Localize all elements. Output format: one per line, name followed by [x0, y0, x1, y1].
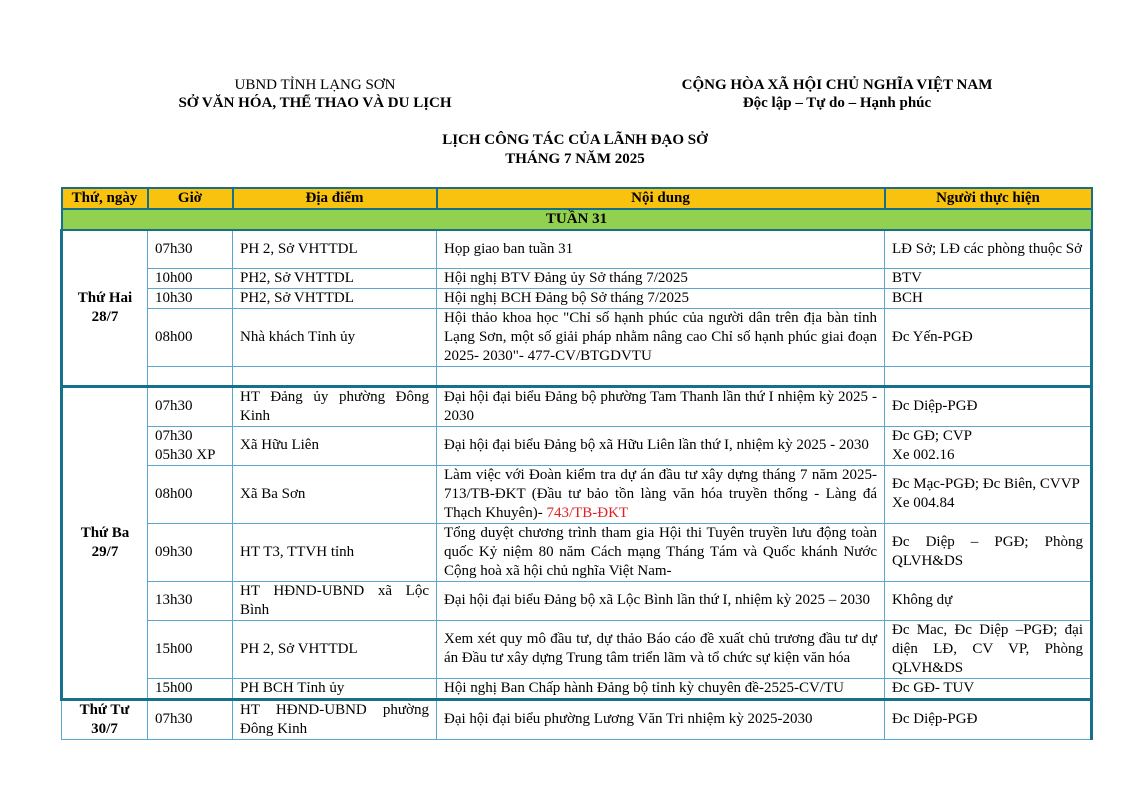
content-text: Đại hội đại biểu Đảng bộ phường Tam Thanh lần thứ I nhiệm kỳ 2025 - 2030 [444, 388, 877, 424]
day-cell [62, 386, 148, 699]
table-header-row [62, 188, 1092, 209]
content-text: Hội thảo khoa học "Chỉ số hạnh phúc của người dân trên địa bàn tỉnh Lạng Sơn, một số giải pháp nhằm nâng cao Chỉ số hạnh phúc giai đoạn 2025- 2030"- 477-CV/BTGDVTU [444, 309, 877, 364]
day-name: Thứ Tư [79, 701, 130, 718]
time-cell [148, 620, 233, 678]
time-cell [148, 268, 233, 288]
table-row [62, 308, 1092, 366]
content-text: Đại hội đại biểu Đảng bộ xã Lộc Bình lần thứ I, nhiệm kỳ 2025 – 2030 [444, 592, 870, 608]
table-row [62, 620, 1092, 678]
person-text: Đc GĐ; CVP [892, 427, 973, 444]
content-text: Đại hội đại biểu phường Lương Văn Tri nhiệm kỳ 2025-2030 [444, 711, 813, 727]
schedule-table [60, 187, 1093, 740]
time-cell [148, 230, 233, 268]
content-text: Làm việc với Đoàn kiểm tra dự án đầu tư xây dựng tháng 7 năm 2025-713/TB-ĐKT (Đầu tư bảo tồn làng văn hóa truyền thống - Làng đá Thạch Khuyên)- [444, 466, 877, 521]
week-row [62, 209, 1092, 230]
time-text: 07h30 [155, 240, 193, 257]
person-cell [885, 581, 1092, 620]
place-cell [233, 366, 437, 386]
place-cell [233, 523, 437, 581]
place-cell [233, 678, 437, 699]
content-cell [437, 268, 885, 288]
place-cell [233, 699, 437, 739]
table-row [62, 230, 1092, 268]
time-cell [148, 366, 233, 386]
time-text: 08h00 [155, 485, 193, 502]
time-cell [148, 581, 233, 620]
content-text: Hội nghị BCH Đảng bộ Sở tháng 7/2025 [444, 289, 690, 306]
person-text: Không dự [892, 592, 953, 608]
time-cell [148, 386, 233, 426]
table-row [62, 581, 1092, 620]
day-name: Thứ Ba [80, 524, 130, 541]
person-cell [885, 620, 1092, 678]
day-cell [62, 699, 148, 739]
person-text: Đc Diệp – PGĐ; Phòng QLVH&DS [892, 534, 1083, 569]
content-cell [437, 308, 885, 366]
person-cell [885, 308, 1092, 366]
place-text: PH2, Sở VHTTDL [240, 269, 354, 286]
col-header-content: Nội dung [437, 188, 885, 209]
week-label: TUẦN 31 [62, 209, 1092, 230]
time-cell [148, 465, 233, 523]
time-cell [148, 678, 233, 699]
day-name: Thứ Hai [77, 289, 133, 306]
table-row [62, 523, 1092, 581]
table-row [62, 268, 1092, 288]
content-cell [437, 386, 885, 426]
table-row [62, 426, 1092, 465]
place-cell [233, 581, 437, 620]
person-cell [885, 268, 1092, 288]
content-text: Hội nghị BTV Đảng ủy Sở tháng 7/2025 [444, 269, 688, 286]
table-row [62, 288, 1092, 308]
person-cell [885, 230, 1092, 268]
place-text: HT T3, TTVH tỉnh [240, 543, 355, 560]
place-text: Xã Hữu Liên [240, 437, 319, 453]
content-cell [437, 465, 885, 523]
table-row [62, 366, 1092, 386]
place-cell [233, 268, 437, 288]
time-text: 15h00 [155, 640, 193, 657]
place-text: PH 2, Sở VHTTDL [240, 640, 358, 657]
issuer-department: SỞ VĂN HÓA, THỂ THAO VÀ DU LỊCH [178, 95, 452, 111]
person-cell [885, 386, 1092, 426]
time-cell [148, 699, 233, 739]
person-text: Đc Diệp-PGĐ [892, 711, 978, 727]
time-cell [148, 523, 233, 581]
national-title: CỘNG HÒA XÃ HỘI CHỦ NGHĨA VIỆT NAM [681, 77, 993, 93]
place-cell [233, 308, 437, 366]
time-text: 10h00 [155, 269, 193, 286]
person-text: Đc Mạc-PGĐ; Đc Biên, CVVP [892, 476, 1080, 492]
time-text: 15h00 [155, 679, 193, 696]
person-text: Đc Yến-PGĐ [892, 328, 973, 345]
content-cell [437, 426, 885, 465]
person-text: BCH [892, 289, 923, 306]
content-cell [437, 678, 885, 699]
person-cell [885, 288, 1092, 308]
content-text: Hội nghị Ban Chấp hành Đảng bộ tỉnh kỳ chuyên đề-2525-CV/TU [444, 679, 844, 696]
time-text: 07h30 [155, 427, 193, 444]
place-text: HT Đảng ủy phường Đông Kinh [240, 388, 429, 424]
content-cell [437, 288, 885, 308]
day-cell [62, 230, 148, 386]
day-date: 29/7 [91, 543, 119, 560]
day-date: 28/7 [91, 308, 119, 325]
issuer-block [160, 76, 470, 112]
title-line1: LỊCH CÔNG TÁC CỦA LÃNH ĐẠO SỞ [442, 132, 708, 148]
title-line2: THÁNG 7 NĂM 2025 [505, 151, 645, 167]
document-title [0, 131, 1123, 169]
time-text: 07h30 [155, 398, 193, 414]
place-cell [233, 620, 437, 678]
time-extra-text: 05h30 XP [155, 446, 216, 463]
person-text: Đc Diệp-PGĐ [892, 398, 978, 414]
time-text: 09h30 [155, 543, 193, 560]
person-extra-text: Xe 004.84 [892, 495, 955, 511]
place-text: PH 2, Sở VHTTDL [240, 240, 358, 257]
table-row [62, 699, 1092, 739]
col-header-day: Thứ, ngày [62, 188, 148, 209]
col-header-person: Người thực hiện [885, 188, 1092, 209]
issuer-province: UBND TỈNH LẠNG SƠN [234, 77, 396, 93]
time-cell [148, 308, 233, 366]
col-header-time: Giờ [148, 188, 233, 209]
content-cell [437, 366, 885, 386]
content-cell [437, 581, 885, 620]
national-motto: Độc lập – Tự do – Hạnh phúc [742, 95, 932, 111]
person-cell [885, 678, 1092, 699]
time-text: 07h30 [155, 711, 193, 727]
time-cell [148, 426, 233, 465]
table-row [62, 678, 1092, 699]
place-cell [233, 386, 437, 426]
content-cell [437, 699, 885, 739]
time-cell [148, 288, 233, 308]
day-date: 30/7 [91, 720, 118, 737]
place-text: HT HĐND-UBND phường Đông Kinh [240, 701, 429, 737]
person-text: Đc Mac, Đc Diệp –PGĐ; đại diện LĐ, CV VP, Phòng QLVH&DS [892, 621, 1083, 676]
person-cell [885, 465, 1092, 523]
place-cell [233, 288, 437, 308]
content-text: Đại hội đại biểu Đảng bộ xã Hữu Liên lần thứ I, nhiệm kỳ 2025 - 2030 [444, 437, 869, 453]
place-cell [233, 230, 437, 268]
content-text: Tổng duyệt chương trình tham gia Hội thi Tuyên truyền lưu động toàn quốc Kỷ niệm 80 năm Cách mạng Tháng Tám và Quốc khánh Nước Cộng hoà xã hội chủ nghĩa Việt Nam- [444, 524, 877, 579]
content-text: Xem xét quy mô đầu tư, dự thảo Báo cáo đề xuất chủ trương đầu tư dự án Đầu tư xây dựng Trung tâm triển lãm và tổ chức sự kiện văn hóa [444, 631, 877, 666]
time-text: 08h00 [155, 328, 193, 345]
place-text: PH2, Sở VHTTDL [240, 289, 354, 306]
place-text: Nhà khách Tỉnh ủy [240, 328, 356, 345]
table-row [62, 465, 1092, 523]
place-cell [233, 465, 437, 523]
place-text: HT HĐND-UBND xã Lộc Bình [240, 582, 429, 618]
national-motto-block [652, 76, 1022, 112]
content-cell [437, 230, 885, 268]
person-cell [885, 426, 1092, 465]
table-row [62, 386, 1092, 426]
person-cell [885, 523, 1092, 581]
content-cell [437, 523, 885, 581]
person-text: BTV [892, 269, 922, 286]
content-highlight-text: 743/TB-ĐKT [546, 504, 629, 521]
person-text: LĐ Sở; LĐ các phòng thuộc Sở [892, 240, 1083, 257]
person-extra-text: Xe 002.16 [892, 446, 955, 463]
col-header-place: Địa điểm [233, 188, 437, 209]
content-cell [437, 620, 885, 678]
content-text: Họp giao ban tuần 31 [444, 240, 574, 257]
person-cell [885, 699, 1092, 739]
place-text: PH BCH Tỉnh ủy [240, 679, 345, 696]
time-text: 10h30 [155, 289, 193, 306]
place-cell [233, 426, 437, 465]
person-text: Đc GĐ- TUV [892, 679, 975, 696]
person-cell [885, 366, 1092, 386]
place-text: Xã Ba Sơn [240, 485, 306, 502]
time-text: 13h30 [155, 592, 193, 608]
